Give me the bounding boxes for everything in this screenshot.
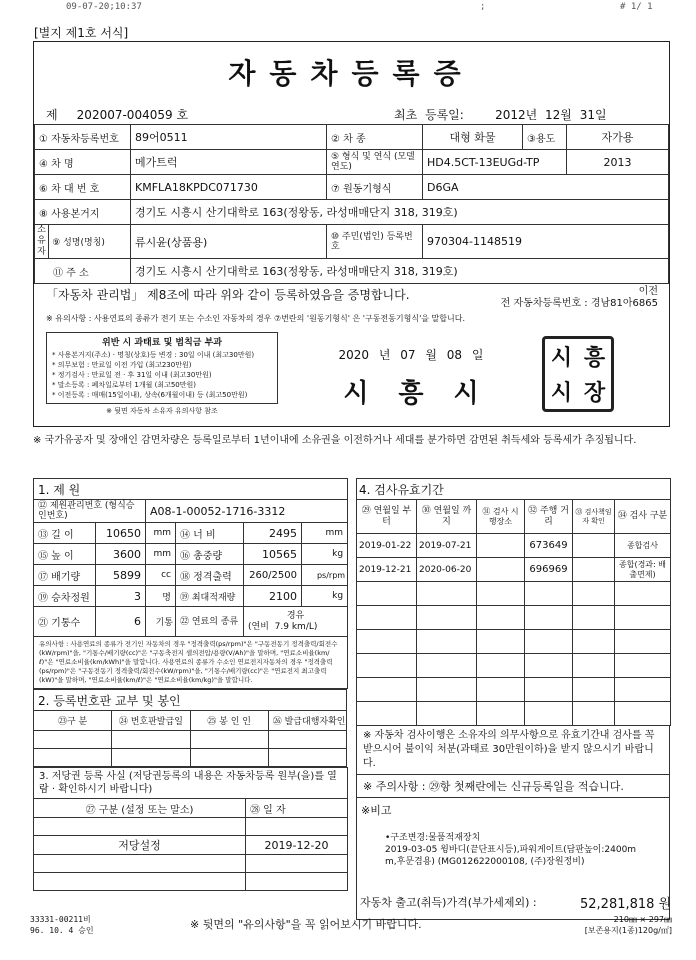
inspection-check	[573, 702, 615, 726]
table-row	[34, 855, 348, 873]
penalty-footer: ※ 뒷면 자동차 소유자 유의사항 참조	[106, 407, 218, 415]
fax-separator: ;	[480, 2, 486, 12]
fuel-note: ※ 유의사항 : 사용연료의 종류가 전기 또는 수소인 자동차의 경우 ⑦번란의 '원동기형식' 은 '구동전동기형식'을 말합니다.	[46, 314, 465, 323]
spec-label: ⑮ 높 이	[34, 544, 96, 565]
engine-label: ⑦ 원동기형식	[327, 175, 423, 200]
spec-value: 10565	[244, 544, 302, 565]
plate-value: 89어0511	[131, 125, 327, 150]
mortgage-header: ㉘ 일 자	[246, 799, 348, 818]
penalty-item: * 사용본거지(주소) · 명칭(상호)등 변경 : 30일 이내 (최고30만원)	[52, 351, 255, 359]
type-value: 대형 화물	[423, 125, 523, 150]
fuel-cell	[244, 607, 348, 637]
owner-label-cell	[35, 225, 131, 259]
table-row	[357, 630, 671, 654]
inspection-from: 2019-01-22	[357, 534, 417, 558]
penalty-box	[46, 332, 278, 404]
inspection-place	[477, 678, 525, 702]
official-seal	[542, 336, 614, 412]
paper-spec	[560, 914, 672, 936]
form-code-line: 33331-00211비	[30, 915, 91, 924]
approval-label: ⑫ 제원관리번호 (형식승인번호)	[34, 500, 146, 523]
plate-issue-header: ㉓구 분	[34, 711, 112, 731]
specs-table	[33, 478, 348, 689]
fax-page: # 1/ 1	[620, 2, 653, 12]
tax-notice: ※ 국가유공자 및 장애인 감면차량은 등록일로부터 1년이내에 소유권을 이전하거나 세대를 분가하면 감면된 취득세와 등록세가 추징됩니다.	[33, 435, 637, 446]
inspection-check	[573, 606, 615, 630]
spec-value: 3	[96, 586, 146, 607]
approval-value: A08-1-00052-1716-3312	[146, 500, 348, 523]
use-value: 자가용	[567, 125, 669, 150]
spec-label: ⑬ 길 이	[34, 523, 96, 544]
spec-value: 3600	[96, 544, 146, 565]
inspection-check	[573, 582, 615, 606]
fax-timestamp: 09-07-20;10:37	[66, 2, 142, 12]
remarks-label: ※비고	[361, 804, 392, 817]
spec-unit: mm	[146, 544, 176, 565]
table-row	[35, 175, 669, 200]
inspection-from	[357, 606, 417, 630]
seal-char: 시	[550, 345, 573, 371]
spec-unit: kg	[302, 544, 348, 565]
name-value: 메가트럭	[131, 150, 327, 175]
inspection-to: 2019-07-21	[417, 534, 477, 558]
inspection-mileage	[525, 630, 573, 654]
regno-suffix: 호	[176, 108, 189, 122]
spec-label: ⑱ 정격출력	[176, 565, 244, 586]
right-column	[356, 478, 670, 920]
inspection-place	[477, 654, 525, 678]
table-row	[357, 558, 671, 582]
owner-value: 류시윤(상품용)	[131, 225, 327, 259]
paper-size: 210㎜ × 297㎜	[613, 915, 672, 924]
penalty-item: * 이전등록 : 매매(15일이내), 상속(6개월이내) 등 (최고50만원)	[52, 391, 248, 399]
back-note: ※ 뒷면의 "유의사항"을 꼭 읽어보시기 바랍니다.	[190, 918, 422, 931]
mortgage-type	[34, 873, 246, 891]
previous-plate-label: 이전	[638, 286, 658, 297]
owner-label: ⑨ 성명(명칭)	[52, 238, 105, 248]
inspection-to	[417, 702, 477, 726]
table-row	[35, 259, 669, 284]
specs-note: 유의사항 : 사용연료의 종류가 전기인 자동차의 경우 "정격출력(ps/rpm)"은 "구동전동기 정격출력/회전수(kW/rpm)"을, "기통수/배기량(cc)"은 "구동축전지 셀의전압/용량(V/Ah)"을 말하며, "연료소비율(km/ℓ)"은 "연료소비율(km/kWh)"을 말합니다. 사용연료의 종류가 수소인 연료전지자동차의 경우 "정격출력(ps/rpm)"은 "구동전동기 정격출력/회전수(kW/rpm)"을, "기통수/배기량(cc)"은 "연료전지 최고출력(kW)"을 말하며, "연료소비율(km/ℓ)"은 "연료소비율(km/kg)"을 말합니다.	[34, 637, 348, 689]
inspection-kind	[615, 678, 671, 702]
document-title: 자동차등록증	[228, 57, 475, 90]
table-row	[35, 225, 669, 259]
issue-block	[302, 332, 520, 410]
inspection-kind	[615, 582, 671, 606]
inspection-kind	[615, 606, 671, 630]
paper-type: [보존용지(1종)120g/㎡]	[584, 926, 672, 935]
inspection-caution: ※ 주의사항 : ㉙항 첫째란에는 신규등록일을 적습니다.	[356, 775, 670, 798]
mortgage-table	[33, 767, 348, 891]
table-row	[34, 565, 348, 586]
address-label: ⑪ 주 소	[35, 259, 131, 284]
plate-issue-table	[33, 689, 347, 767]
model-label: ⑤ 형식 및 연식 (모델연도)	[327, 150, 423, 175]
inspection-header: ㉞ 검사 구분	[615, 500, 671, 534]
plate-issue-header: ㉔ 번호판발급일	[112, 711, 190, 731]
inspection-check	[573, 630, 615, 654]
penalty-item: * 정기검사 : 만료일 전 · 후 31일 이내 (최고30만원)	[52, 371, 212, 379]
inspection-place	[477, 558, 525, 582]
table-row	[35, 150, 669, 175]
table-row	[357, 582, 671, 606]
inspection-kind	[615, 654, 671, 678]
mortgage-type: 저당설정	[34, 836, 246, 855]
table-row	[34, 731, 347, 749]
inspection-mileage	[525, 702, 573, 726]
table-row	[357, 654, 671, 678]
id-label: ⑩ 주민(법인) 등록번호	[327, 225, 423, 259]
spec-label: ⑭ 너 비	[176, 523, 244, 544]
id-value: 970304-1148519	[423, 225, 669, 259]
spec-value: 5899	[96, 565, 146, 586]
table-row	[34, 749, 347, 767]
mortgage-date	[246, 818, 348, 836]
table-row	[35, 200, 669, 225]
form-label: [별지 제1호 서식]	[34, 26, 129, 40]
price-label: 자동차 출고(취득)가격(부가세제외) :	[360, 896, 537, 909]
plate-issue-title: 2. 등록번호판 교부 및 봉인	[34, 690, 347, 711]
table-row	[357, 678, 671, 702]
name-label: ④ 차 명	[35, 150, 131, 175]
spec-unit: ps/rpm	[302, 565, 348, 586]
inspection-to	[417, 582, 477, 606]
inspection-check	[573, 534, 615, 558]
form-code	[30, 914, 94, 936]
engine-value: D6GA	[423, 175, 669, 200]
inspection-mileage	[525, 606, 573, 630]
table-row	[34, 873, 348, 891]
table-row	[357, 534, 671, 558]
inspection-place	[477, 702, 525, 726]
penalty-item: * 말소등록 : 폐차일로부터 1개월 (최고50만원)	[52, 381, 196, 389]
table-row	[34, 836, 348, 855]
remarks-body	[385, 832, 665, 868]
remarks-line: m,후문겸용) (MG012622000108, (주)장원정비)	[385, 857, 585, 867]
certificate-box	[33, 41, 670, 427]
cylinder-label: ㉑ 기통수	[34, 607, 96, 637]
previous-plate-block	[501, 286, 658, 310]
efficiency-value: 7.9	[274, 621, 289, 632]
spec-unit: mm	[302, 523, 348, 544]
mortgage-date	[246, 873, 348, 891]
remarks-line: •구조변경:물품적재장치	[385, 833, 481, 843]
efficiency-label: (연비	[248, 621, 269, 632]
inspection-header: ㉚ 연월일 까지	[417, 500, 477, 534]
base-value: 경기도 시흥시 산기대학로 163(정왕동, 라성매매단지 318, 319호)	[131, 200, 669, 225]
vehicle-info-table	[34, 124, 669, 284]
inspection-mileage: 696969	[525, 558, 573, 582]
table-row	[357, 702, 671, 726]
penalty-item: * 의무보험 : 만료일 이전 가입 (최고230만원)	[52, 361, 192, 369]
owner-group-label: 소유자	[35, 225, 49, 258]
certificate-lower	[46, 286, 658, 416]
issue-date: 2020 년 07 월 08 일	[338, 348, 484, 362]
address-value: 경기도 시흥시 산기대학로 163(정왕동, 라성매매단지 318, 319호)	[131, 259, 669, 284]
inspection-warning: ※ 자동차 검사이행은 소유자의 의무사항으로 유효기간내 검사를 꼭 받으시어 불이익 처분(과태료 30만원이하)을 받지 않으시기 바랍니다.	[356, 726, 670, 775]
inspection-from	[357, 654, 417, 678]
spec-unit: kg	[302, 586, 348, 607]
inspection-place	[477, 630, 525, 654]
certification-text: 「자동차 관리법」 제8조에 따라 위와 같이 등록하였음을 증명합니다.	[46, 288, 410, 302]
spec-label: ⑲ 최대적재량	[176, 586, 244, 607]
table-row	[35, 125, 669, 150]
inspection-header: ㉝ 검사책임자 확인	[573, 500, 615, 534]
mortgage-title: 3. 저당권 등록 사실 (저당권등록의 내용은 자동차등록 원부(을)를 열람 · 확인하시기 바랍니다)	[34, 768, 348, 799]
mortgage-date: 2019-12-20	[246, 836, 348, 855]
mortgage-header: ㉗ 구분 (설정 또는 말소)	[34, 799, 246, 818]
specs-title: 1. 제 원	[34, 479, 348, 500]
table-row	[34, 607, 348, 637]
inspection-header: ㉜ 주행 거리	[525, 500, 573, 534]
seal-char: 장	[583, 380, 606, 406]
certification-row	[46, 286, 658, 310]
spec-value: 10650	[96, 523, 146, 544]
inspection-from	[357, 678, 417, 702]
seal-char: 흥	[583, 345, 606, 371]
table-row	[34, 523, 348, 544]
table-row	[34, 586, 348, 607]
inspection-kind	[615, 630, 671, 654]
mortgage-type	[34, 855, 246, 873]
penalty-section	[46, 332, 278, 416]
inspection-mileage	[525, 582, 573, 606]
inspection-to	[417, 654, 477, 678]
use-label: ③용도	[523, 125, 567, 150]
first-registration-date: 2012년 12월 31일	[495, 108, 607, 122]
plate-issue-header: ㉕ 봉 인 인	[190, 711, 268, 731]
penalty-title: 위반 시 과태료 및 범칙금 부과	[102, 338, 222, 348]
spec-value: 2495	[244, 523, 302, 544]
inspection-kind	[615, 702, 671, 726]
spec-label: ⑯ 총중량	[176, 544, 244, 565]
base-label: ⑧ 사용본거지	[35, 200, 131, 225]
model-year: 2013	[567, 150, 669, 175]
cylinder-value: 6	[96, 607, 146, 637]
inspection-header: ㉙ 연월일 부터	[357, 500, 417, 534]
price-value: 52,281,818 원	[580, 897, 672, 912]
seal-char: 시	[550, 380, 573, 406]
inspection-to: 2020-06-20	[417, 558, 477, 582]
inspection-mileage	[525, 678, 573, 702]
vin-label: ⑥ 차 대 번 호	[35, 175, 131, 200]
table-row	[34, 544, 348, 565]
inspection-from	[357, 702, 417, 726]
inspection-title: 4. 검사유효기간	[357, 479, 671, 500]
inspection-from: 2019-12-21	[357, 558, 417, 582]
inspection-from	[357, 630, 417, 654]
first-registration	[394, 106, 607, 123]
issuer-name: 시흥시	[343, 379, 509, 409]
penalty-list	[52, 350, 272, 400]
type-label: ② 차 종	[327, 125, 423, 150]
spec-unit: 명	[146, 586, 176, 607]
inspection-place	[477, 606, 525, 630]
efficiency-unit: km/L)	[291, 621, 318, 632]
form-code-line: 96. 10. 4 승인	[30, 926, 94, 935]
inspection-mileage	[525, 654, 573, 678]
inspection-mileage: 673649	[525, 534, 573, 558]
remarks-line: 2019-03-05 윙바디(끝단표시등),파워게이트(담판높이:2400m	[385, 845, 637, 855]
inspection-to	[417, 630, 477, 654]
spec-label: ⑲ 승차정원	[34, 586, 96, 607]
spec-unit: cc	[146, 565, 176, 586]
fuel-label: ㉒ 연료의 종류	[176, 607, 244, 637]
spec-unit: mm	[146, 523, 176, 544]
spec-label: ⑰ 배기량	[34, 565, 96, 586]
previous-plate: 전 자동차등록번호 : 경남81아6865	[500, 298, 658, 309]
left-column	[33, 478, 347, 891]
model-value: HD4.5CT-13EUGd-TP	[423, 150, 567, 175]
plate-label: ① 자동차등록번호	[35, 125, 131, 150]
inspection-place	[477, 582, 525, 606]
first-registration-label: 최초 등록일:	[394, 108, 464, 122]
fuel-type: 경유	[286, 610, 305, 621]
vin-value: KMFLA18KPDC071730	[131, 175, 327, 200]
inspection-place	[477, 534, 525, 558]
mortgage-type	[34, 818, 246, 836]
inspection-to	[417, 606, 477, 630]
spec-value: 260/2500	[244, 565, 302, 586]
inspection-check	[573, 654, 615, 678]
cylinder-unit: 기통	[146, 607, 176, 637]
regno-value: 202007-004059	[76, 108, 173, 122]
certificate-bottom-row	[46, 332, 658, 416]
inspection-to	[417, 678, 477, 702]
plate-issue-header: ㉖ 발급대행자확인	[268, 711, 346, 731]
inspection-check	[573, 678, 615, 702]
inspection-kind: 종합(경과: 배출면제)	[615, 558, 671, 582]
table-row	[357, 606, 671, 630]
mortgage-date	[246, 855, 348, 873]
spec-value: 2100	[244, 586, 302, 607]
inspection-from	[357, 582, 417, 606]
inspection-header: ㉛ 검사 시행장소	[477, 500, 525, 534]
table-row	[34, 818, 348, 836]
inspection-check	[573, 558, 615, 582]
registration-number	[46, 106, 188, 123]
regno-prefix: 제	[46, 108, 58, 122]
inspection-table	[356, 478, 671, 726]
inspection-kind: 종합검사	[615, 534, 671, 558]
